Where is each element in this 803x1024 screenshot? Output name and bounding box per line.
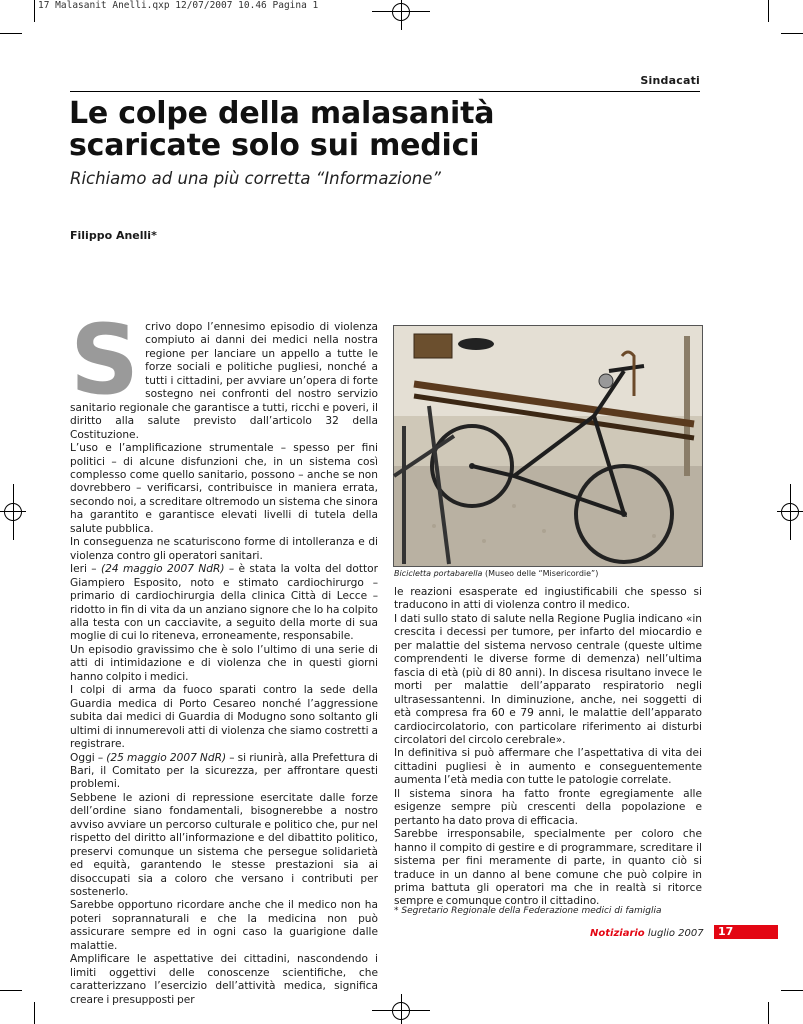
crop-mark-icon	[768, 1002, 769, 1024]
dropcap: S	[70, 304, 140, 416]
bicycle-stretcher-photo	[393, 325, 703, 567]
paragraph: le reazioni esasperate ed ingiustificabili che spesso si traducono in atti di violenza contro il medico.	[394, 586, 702, 612]
paragraph: L’uso e l’amplificazione strumentale – spesso per fini politici – di alcune disfunzioni che, in un sistema così complesso come quello sanitario, possono – anche se non dovrebbero – verificarsi, contribuisce in maniera errata, secondo noi, a screditare oltremodo un sistema che sinora ha garantito e garantisce elevati livelli di tutela della salute pubblica.	[70, 442, 378, 535]
caption-title: Bicicletta portabarella	[394, 569, 483, 578]
subtitle: Richiamo ad una più corretta “Informazione”	[70, 169, 441, 188]
headline-line-1: Le colpe della malasanità	[69, 96, 495, 131]
crop-mark-icon	[34, 1002, 35, 1024]
bicycle-illustration	[394, 326, 702, 566]
paragraph: I colpi di arma da fuoco sparati contro la sede della Guardia medica di Porto Cesareo nonché l’aggressione subita dai medici di Guardia di Modugno sono soltanto gli ultimi di innumerevoli atti di violenza che siamo costretti a registrare.	[70, 684, 378, 751]
crop-mark-icon	[781, 990, 803, 991]
footer-publication	[590, 928, 704, 939]
author-footnote: * Segretario Regionale della Federazione medici di famiglia	[394, 906, 662, 916]
paragraph: Sarebbe irresponsabile, specialmente per coloro che hanno il compito di gestire e di programmare, screditare il sistema per fini meramente di parte, in quanto ciò si traduce in un danno al bene comune che può colpire in prima battuta gli operatori ma che in realtà si ritorce sempre e comunque contro il cittadino.	[394, 828, 702, 908]
crop-mark-icon	[0, 990, 22, 991]
headline-line-2: scaricate solo sui medici	[69, 128, 480, 163]
photo-caption	[394, 569, 598, 578]
crop-mark-icon	[34, 0, 35, 22]
article-column-right	[394, 586, 702, 908]
paragraph: Il sistema sinora ha fatto fronte egregiamente alle esigenze sempre più crescenti della popolazione e pertanto ha dato prova di efficacia.	[394, 787, 702, 827]
caption-source: (Museo delle “Misericordie”)	[482, 569, 599, 578]
crop-mark-icon	[0, 33, 22, 34]
crop-mark-icon	[768, 0, 769, 22]
paragraph: In definitiva si può affermare che l’aspettativa di vita dei cittadini pugliesi è in aumento e conseguentemente aumenta l’età media con tutte le patologie correlate.	[394, 747, 702, 787]
paragraph: Sarebbe opportuno ricordare anche che il medico non ha poteri soprannaturali e che la medicina non può assicurare sempre ed in ogni caso la guarigione dalle malattie.	[70, 899, 378, 952]
paragraph: In conseguenza ne scaturiscono forme di intolleranza e di violenza contro gli operatori sanitari.	[70, 536, 378, 562]
author-byline: Filippo Anelli*	[70, 229, 157, 242]
paragraph: I dati sullo stato di salute nella Regione Puglia indicano «in crescita i decessi per tumore, per infarto del miocardio e per malattie del sistema nervoso centrale (queste ultime comprendenti le diverse forme di demenza) nell’ultima fascia di età (più di 80 anni). In discesa risultano invece le morti per malattie dell’apparato respiratorio negli ultrasessantenni. In diminuzione, anche, nei soggetti di età compresa fra 60 e 79 anni, le malattie dell’apparato cardiocircolatorio, con particolare riferimento ai disturbi circolatori del circolo cerebrale».	[394, 612, 702, 746]
paragraph: Un episodio gravissimo che è solo l’ultimo di una serie di atti di intimidazione e di violenza che in questi giorni hanno colpito i medici.	[70, 643, 378, 683]
print-slug: 17 Malasanit Anelli.qxp 12/07/2007 10.46 Pagina 1	[38, 0, 319, 11]
article-column-left	[70, 304, 379, 1006]
headline	[69, 98, 709, 162]
paragraph: Oggi – (25 maggio 2007 NdR) – si riunirà, alla Prefettura di Bari, il Comitato per la sicurezza, per affrontare questi problemi.	[70, 751, 378, 791]
section-rule	[70, 91, 700, 92]
paragraph: Amplificare le aspettative dei cittadini, nascondendo i limiti oggettivi delle conoscenze scientifiche, che caratterizzano l’esercizio dell’attività medica, significa creare i presupposti per	[70, 953, 378, 1006]
paragraph: Sebbene le azioni di repressione esercitate dalle forze dell’ordine siano fondamentali, bisognerebbe a nostro avviso avviare un percorso culturale e politico che, pur nel rispetto del diritto all’informazione e del dibattito politico, preservi comunque un sistema che persegue solidarietà ed equità, garantendo le stesse prestazioni sia ai disoccupati sia a coloro che versano i contributi per sostenerlo.	[70, 791, 378, 899]
issue-date: luglio 2007	[644, 928, 704, 939]
crop-mark-icon	[781, 33, 803, 34]
section-label: Sindacati	[640, 74, 700, 87]
page-number: 17	[714, 925, 778, 939]
publication-name: Notiziario	[590, 928, 645, 939]
paragraph: Ieri – (24 maggio 2007 NdR) – è stata la volta del dottor Giampiero Esposito, noto e stimato cardiochirurgo – primario di cardiochirurgia della clinica Città di Lecce – ridotto in fin di vita da un anziano signore che lo ha colpito alla testa con un cacciavite, a seguito della morte di sua moglie di cui lo riteneva, erroneamente, responsabile.	[70, 563, 379, 643]
paragraph: Scrivo dopo l’ennesimo episodio di violenza compiuto ai danni dei medici nella nostra regione per lanciare un appello a tutte le forze sociali e politiche pugliesi, nonché a tutti i cittadini, per avviare un’opera di forte sostegno nei confronti del nostro servizio sanitario regionale che garantisce a tutti, ricchi e poveri, il diritto alla salute previsto dall’articolo 32 della Costituzione.	[70, 304, 378, 441]
